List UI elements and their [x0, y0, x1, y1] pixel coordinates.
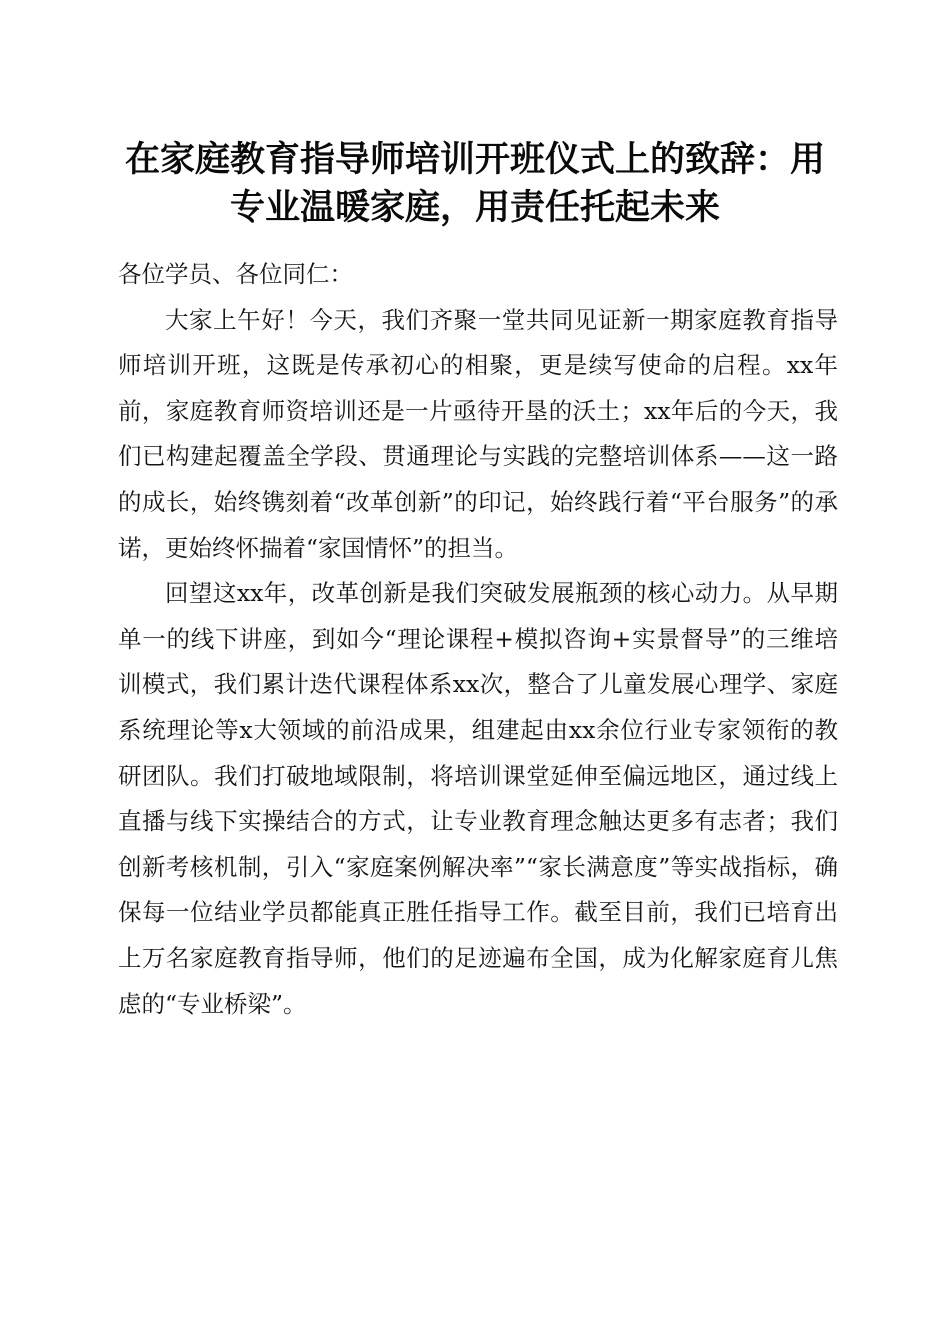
document-body	[118, 252, 838, 1027]
title-line-2: 专业温暖家庭，用责任托起未来	[229, 187, 720, 228]
salutation: 各位学员、各位同仁：	[118, 260, 353, 288]
document-title	[110, 136, 840, 232]
paragraph-review: 回望这xx年，改革创新是我们突破发展瓶颈的核心动力。从早期单一的线下讲座，到如今“理论课程+模拟咨询+实景督导”的三维培训模式，我们累计迭代课程体系xx次，整合了儿童发展心理学、家庭系统理论等x大领域的前沿成果，组建起由xx余位行业专家领衔的教研团队。我们打破地域限制，将培训课堂延伸至偏远地区，通过线上直播与线下实操结合的方式，让专业教育理念触达更多有志者；我们创新考核机制，引入“家庭案例解决率”“家长满意度”等实战指标，确保每一位结业学员都能真正胜任指导工作。截至目前，我们已培育出上万名家庭教育指导师，他们的足迹遍布全国，成为化解家庭育儿焦虑的“专业桥梁”。	[118, 579, 838, 1018]
title-line-1: 在家庭教育指导师培训开班仪式上的致辞：用	[124, 139, 825, 180]
paragraph-opening: 大家上午好！今天，我们齐聚一堂共同见证新一期家庭教育指导师培训开班，这既是传承初心的相聚，更是续写使命的启程。xx年前，家庭教育师资培训还是一片亟待开垦的沃土；xx年后的今天，我们已构建起覆盖全学段、贯通理论与实践的完整培训体系——这一路的成长，始终镌刻着“改革创新”的印记，始终践行着“平台服务”的承诺，更始终怀揣着“家国情怀”的担当。	[118, 305, 838, 562]
